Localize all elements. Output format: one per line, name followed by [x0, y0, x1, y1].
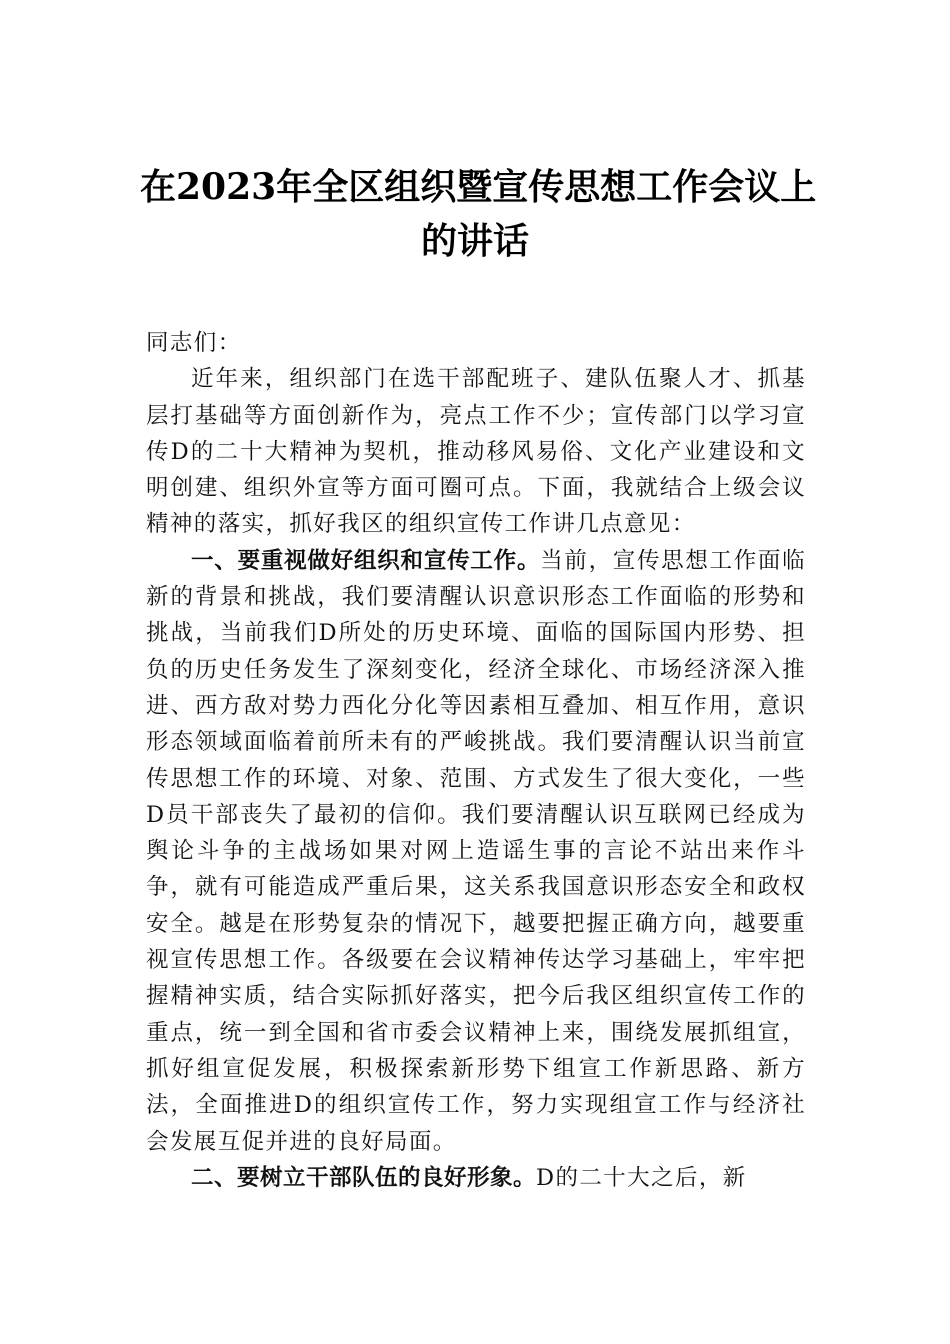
section-2-heading: 二、要树立干部队伍的良好形象。 — [191, 1164, 537, 1191]
title-line-2: 的讲话 — [420, 220, 529, 262]
document-title — [140, 160, 817, 268]
title-line-1: 在2023年全区组织暨宣传思想工作会议上 — [140, 166, 817, 208]
section-1-heading: 一、要重视做好组织和宣传工作。 — [191, 547, 541, 574]
section-1-body: 当前，宣传思想工作面临新的背景和挑战，我们要清醒认识意识形态工作面临的形势和挑战，当前我们D所处的历史环境、面临的国际国内形势、担负的历史任务发生了深刻变化，经济全球化、市场经济深入推进、西方敌对势力西化分化等因素相互叠加、相互作用，意识形态领域面临着前所未有的严峻挑战。我们要清醒认识当前宣传思想工作的环境、对象、范围、方式发生了很大变化，一些D员干部丧失了最初的信仰。我们要清醒认识互联网已经成为舆论斗争的主战场如果对网上造谣生事的言论不站出来作斗争，就有可能造成严重后果，这关系我国意识形态安全和政权安全。越是在形势复杂的情况下，越要把握正确方向，越要重视宣传思想工作。各级要在会议精神传达学习基础上，牢牢把握精神实质，结合实际抓好落实，把今后我区组织宣传工作的重点，统一到全国和省市委会议精神上来，围绕发展抓组宣，抓好组宣促发展，积极探索新形势下组宣工作新思路、新方法，全面推进D的组织宣传工作，努力实现组宣工作与经济社会发展互促并进的良好局面。 — [146, 547, 806, 1155]
salutation: 同志们： — [146, 330, 242, 356]
section-1-paragraph — [146, 543, 806, 1160]
section-2-body: D的二十大之后，新 — [536, 1164, 747, 1191]
intro-paragraph: 近年来，组织部门在选干部配班子、建队伍聚人才、抓基层打基础等方面创新作为，亮点工作不少；宣传部门以学习宣传D的二十大精神为契机，推动移风易俗、文化产业建设和文明创建、组织外宣等方面可圈可点。下面，我就结合上级会议精神的落实，抓好我区的组织宣传工作讲几点意见： — [146, 366, 806, 538]
document-body — [146, 325, 806, 1196]
section-2-paragraph — [146, 1160, 806, 1196]
